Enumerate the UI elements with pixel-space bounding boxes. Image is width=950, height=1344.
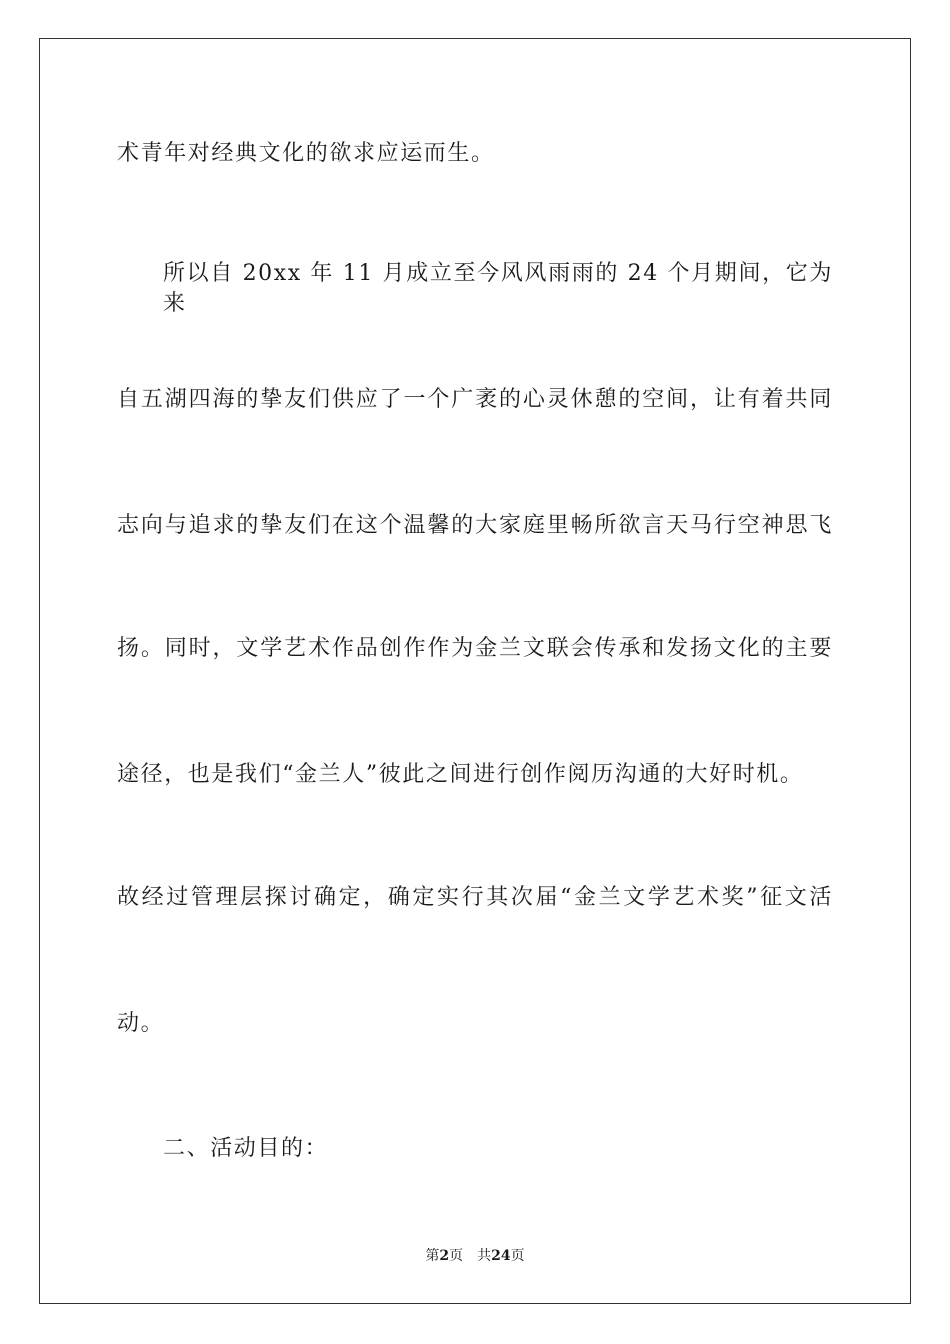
- total-prefix: 共: [477, 1248, 492, 1264]
- page-prefix: 第: [425, 1248, 440, 1264]
- page-border: [39, 38, 911, 1304]
- text-line-4: 志向与追求的挚友们在这个温馨的大家庭里畅所欲言天马行空神思飞: [117, 513, 833, 538]
- text-line-3: 自五湖四海的挚友们供应了一个广袤的心灵休憩的空间，让有着共同: [117, 387, 833, 412]
- page-footer: [0, 1246, 950, 1266]
- text-line-7: 故经过管理层探讨确定，确定实行其次届“金兰文学艺术奖”征文活: [117, 885, 833, 910]
- text-line-8: 动。: [117, 1011, 165, 1036]
- current-page-number: 2: [439, 1248, 450, 1264]
- page-suffix: 页: [449, 1248, 464, 1264]
- section-heading: 二、活动目的：: [163, 1136, 329, 1161]
- total-suffix: 页: [510, 1248, 525, 1264]
- text-line-6: 途径，也是我们“金兰人”彼此之间进行创作阅历沟通的大好时机。: [117, 762, 804, 787]
- text-line-5: 扬。同时，文学艺术作品创作作为金兰文联会传承和发扬文化的主要: [117, 636, 833, 661]
- text-line-2: 所以自 20xx 年 11 月成立至今风风雨雨的 24 个月期间，它为来: [163, 261, 833, 316]
- total-page-number: 24: [491, 1248, 511, 1264]
- text-line-1: 术青年对经典文化的欲求应运而生。: [117, 141, 495, 166]
